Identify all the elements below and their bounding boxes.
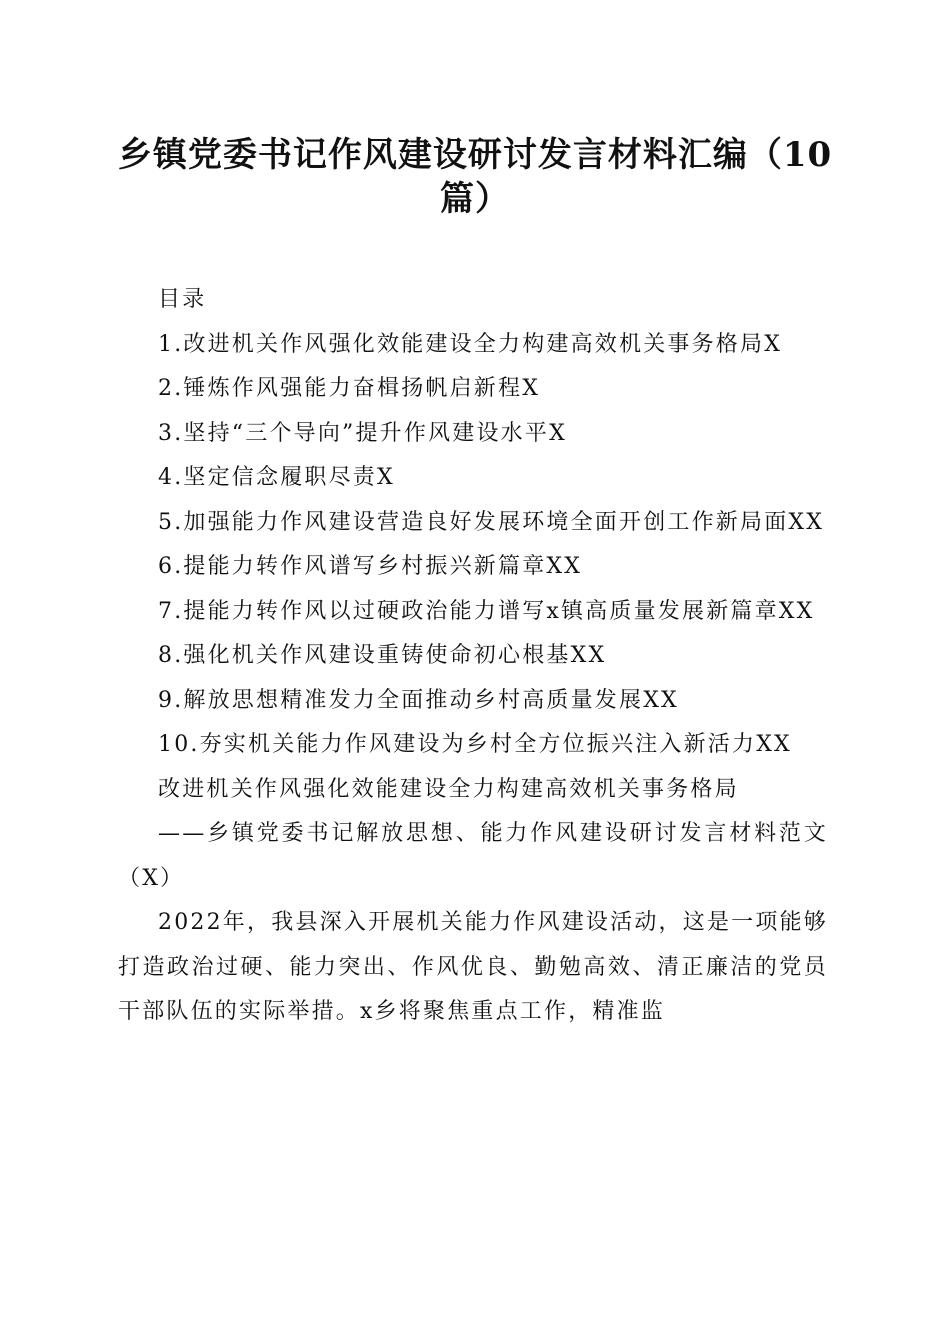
toc-item-10: 10.夯实机关能力作风建设为乡村全方位振兴注入新活力XX: [158, 732, 792, 757]
toc-item-2: 2.锤炼作风强能力奋楫扬帆启新程X: [158, 376, 541, 401]
toc-item-6: 6.提能力转作风谱写乡村振兴新篇章XX: [158, 554, 583, 579]
document-title: [100, 133, 850, 221]
document-title-line-2: 篇）: [440, 179, 510, 219]
toc-item-9: 9.解放思想精准发力全面推动乡村高质量发展XX: [158, 687, 679, 713]
section-subtitle: ——乡镇党委书记解放思想、能力作风建设研讨发言材料范文（X）: [118, 821, 828, 891]
document-title-line-1: 乡镇党委书记作风建设研讨发言材料汇编（10: [117, 135, 833, 175]
body-paragraph: 2022年，我县深入开展机关能力作风建设活动，这是一项能够打造政治过硬、能力突出、作风优良、勤勉高效、清正廉洁的党员干部队伍的实际举措。x乡将聚焦重点工作，精准监: [118, 910, 828, 1024]
toc-item-3: 3.坚持“三个导向”提升作风建设水平X: [158, 420, 567, 446]
toc-item-4: 4.坚定信念履职尽责X: [158, 465, 395, 490]
document-body: [118, 278, 828, 1035]
toc-item-8: 8.强化机关作风建设重铸使命初心根基XX: [158, 643, 607, 668]
section-title: 改进机关作风强化效能建设全力构建高效机关事务格局: [158, 776, 739, 802]
toc-item-7: 7.提能力转作风以过硬政治能力谱写x镇高质量发展新篇章XX: [158, 598, 815, 624]
toc-heading: 目录: [158, 287, 207, 312]
toc-item-5: 5.加强能力作风建设营造良好发展环境全面开创工作新局面XX: [158, 509, 825, 535]
toc-item-1: 1.改进机关作风强化效能建设全力构建高效机关事务格局X: [158, 331, 783, 357]
